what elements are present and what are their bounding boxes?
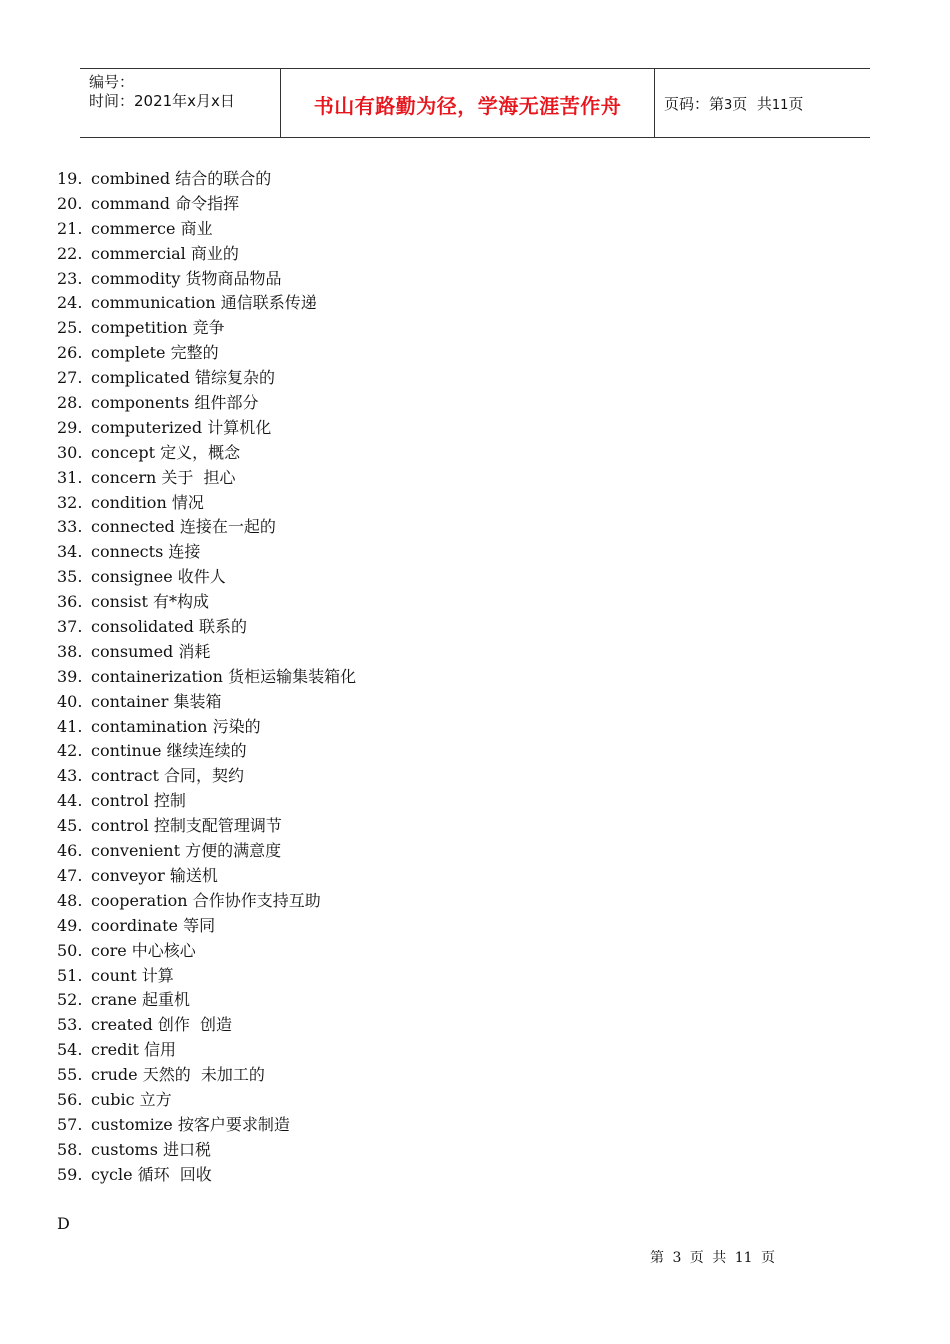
item-number: 30. — [57, 442, 83, 462]
item-number: 50. — [57, 940, 83, 960]
item-number: 51. — [57, 965, 83, 985]
item-text: control 控制支配管理调节 — [91, 816, 282, 836]
item-number: 37. — [57, 617, 83, 637]
item-text: created 创作 创造 — [91, 1015, 233, 1035]
item-text: commerce 商业 — [91, 218, 213, 238]
document-date-label: 时间：2021年x月x日 — [89, 92, 235, 110]
item-text: continue 继续连续的 — [91, 741, 247, 761]
header-page-indicator — [664, 93, 803, 114]
item-number: 55. — [57, 1065, 83, 1085]
item-number: 35. — [57, 567, 83, 587]
list-item — [57, 242, 356, 267]
list-item — [57, 690, 356, 715]
item-number: 25. — [57, 318, 83, 338]
list-item — [57, 167, 356, 192]
list-item — [57, 839, 356, 864]
header-motto-cell — [281, 69, 655, 137]
item-text: control 控制 — [91, 791, 186, 811]
item-text: connected 连接在一起的 — [91, 517, 276, 537]
item-text: cycle 循环 回收 — [91, 1164, 212, 1184]
list-item — [57, 1038, 356, 1063]
section-letter: D — [57, 1214, 70, 1233]
list-item — [57, 914, 356, 939]
item-number: 56. — [57, 1089, 83, 1109]
item-text: coordinate 等同 — [91, 915, 216, 935]
item-text: combined 结合的联合的 — [91, 169, 272, 188]
item-text: containerization 货柜运输集装箱化 — [91, 666, 357, 686]
item-text: computerized 计算机化 — [91, 417, 272, 437]
list-item — [57, 1163, 356, 1188]
item-text: components 组件部分 — [91, 393, 259, 413]
list-item — [57, 366, 356, 391]
list-item — [57, 739, 356, 764]
item-text: convenient 方便的满意度 — [91, 841, 282, 861]
item-text: complete 完整的 — [91, 343, 219, 363]
item-number: 46. — [57, 841, 83, 861]
item-number: 45. — [57, 816, 83, 836]
item-text: core 中心核心 — [91, 940, 196, 960]
list-item — [57, 192, 356, 217]
list-item — [57, 615, 356, 640]
item-text: communication 通信联系传递 — [91, 293, 317, 313]
page-footer: 第 3 页 共 11 页 — [650, 1250, 775, 1266]
list-item — [57, 590, 356, 615]
item-number: 31. — [57, 467, 83, 487]
item-number: 54. — [57, 1040, 83, 1060]
list-item — [57, 441, 356, 466]
list-item — [57, 715, 356, 740]
list-item — [57, 864, 356, 889]
item-number: 39. — [57, 666, 83, 686]
list-item — [57, 515, 356, 540]
list-item — [57, 814, 356, 839]
item-text: count 计算 — [91, 965, 174, 985]
list-item — [57, 466, 356, 491]
list-item — [57, 889, 356, 914]
item-text: crude 天然的 未加工的 — [91, 1065, 265, 1085]
item-number: 58. — [57, 1139, 83, 1159]
item-text: cubic 立方 — [91, 1089, 172, 1109]
item-text: contract 合同，契约 — [91, 766, 244, 786]
page-total: 11 — [771, 98, 789, 113]
item-text: customize 按客户要求制造 — [91, 1114, 290, 1134]
page-mid: 页 共 — [732, 95, 772, 113]
item-number: 27. — [57, 368, 83, 388]
item-number: 29. — [57, 417, 83, 437]
list-item — [57, 341, 356, 366]
list-item — [57, 1013, 356, 1038]
item-number: 53. — [57, 1015, 83, 1035]
list-item — [57, 939, 356, 964]
item-text: container 集装箱 — [91, 691, 222, 711]
item-text: consolidated 联系的 — [91, 617, 247, 637]
item-number: 22. — [57, 243, 83, 263]
list-item — [57, 267, 356, 292]
list-item — [57, 391, 356, 416]
item-number: 42. — [57, 741, 83, 761]
list-item — [57, 789, 356, 814]
item-number: 28. — [57, 393, 83, 413]
item-number: 21. — [57, 218, 83, 238]
item-text: complicated 错综复杂的 — [91, 368, 275, 388]
page-prefix: 页码：第 — [664, 95, 725, 113]
item-text: concern 关于 担心 — [91, 467, 236, 487]
item-text: connects 连接 — [91, 542, 201, 562]
list-item — [57, 640, 356, 665]
list-item — [57, 964, 356, 989]
item-number: 24. — [57, 293, 83, 313]
list-item — [57, 491, 356, 516]
item-number: 43. — [57, 766, 83, 786]
item-text: cooperation 合作协作支持互助 — [91, 890, 321, 910]
item-text: customs 进口税 — [91, 1139, 212, 1159]
list-item — [57, 565, 356, 590]
document-number-label: 编号： — [89, 73, 135, 91]
header-motto: 书山有路勤为径，学海无涯苦作舟 — [313, 94, 622, 118]
item-number: 40. — [57, 691, 83, 711]
page-current: 3 — [724, 98, 733, 113]
header-info-cell — [80, 69, 281, 137]
item-text: conveyor 输送机 — [91, 865, 218, 885]
list-item — [57, 1063, 356, 1088]
item-text: concept 定义，概念 — [91, 442, 241, 462]
item-number: 33. — [57, 517, 83, 537]
item-number: 23. — [57, 268, 83, 288]
item-text: commodity 货物商品物品 — [91, 268, 282, 288]
item-text: command 命令指挥 — [91, 193, 240, 213]
item-number: 41. — [57, 716, 83, 736]
page-suffix: 页 — [788, 95, 804, 113]
item-number: 44. — [57, 791, 83, 811]
list-item — [57, 764, 356, 789]
list-item — [57, 988, 356, 1013]
item-text: competition 竞争 — [91, 318, 225, 338]
page-header — [80, 68, 870, 138]
item-text: consumed 消耗 — [91, 641, 211, 661]
list-item — [57, 1113, 356, 1138]
item-number: 20. — [57, 193, 83, 213]
list-item — [57, 1138, 356, 1163]
item-text: contamination 污染的 — [91, 716, 261, 736]
vocabulary-list — [57, 167, 356, 1188]
item-number: 34. — [57, 542, 83, 562]
item-text: consignee 收件人 — [91, 567, 226, 587]
header-page-cell — [655, 69, 870, 137]
list-item — [57, 291, 356, 316]
list-item — [57, 416, 356, 441]
item-text: consist 有*构成 — [91, 592, 209, 612]
list-item — [57, 665, 356, 690]
item-number: 59. — [57, 1164, 83, 1184]
list-item — [57, 316, 356, 341]
item-number: 32. — [57, 492, 83, 512]
list-item — [57, 540, 356, 565]
item-number: 38. — [57, 641, 83, 661]
item-number: 57. — [57, 1114, 83, 1134]
item-number: 48. — [57, 890, 83, 910]
item-text: credit 信用 — [91, 1040, 176, 1060]
list-item — [57, 217, 356, 242]
list-item — [57, 1088, 356, 1113]
item-number: 47. — [57, 865, 83, 885]
item-text: condition 情况 — [91, 492, 204, 512]
item-text: crane 起重机 — [91, 990, 191, 1010]
item-number: 26. — [57, 343, 83, 363]
item-number: 19. — [57, 169, 83, 188]
item-number: 36. — [57, 592, 83, 612]
item-number: 52. — [57, 990, 83, 1010]
item-text: commercial 商业的 — [91, 243, 239, 263]
item-number: 49. — [57, 915, 83, 935]
